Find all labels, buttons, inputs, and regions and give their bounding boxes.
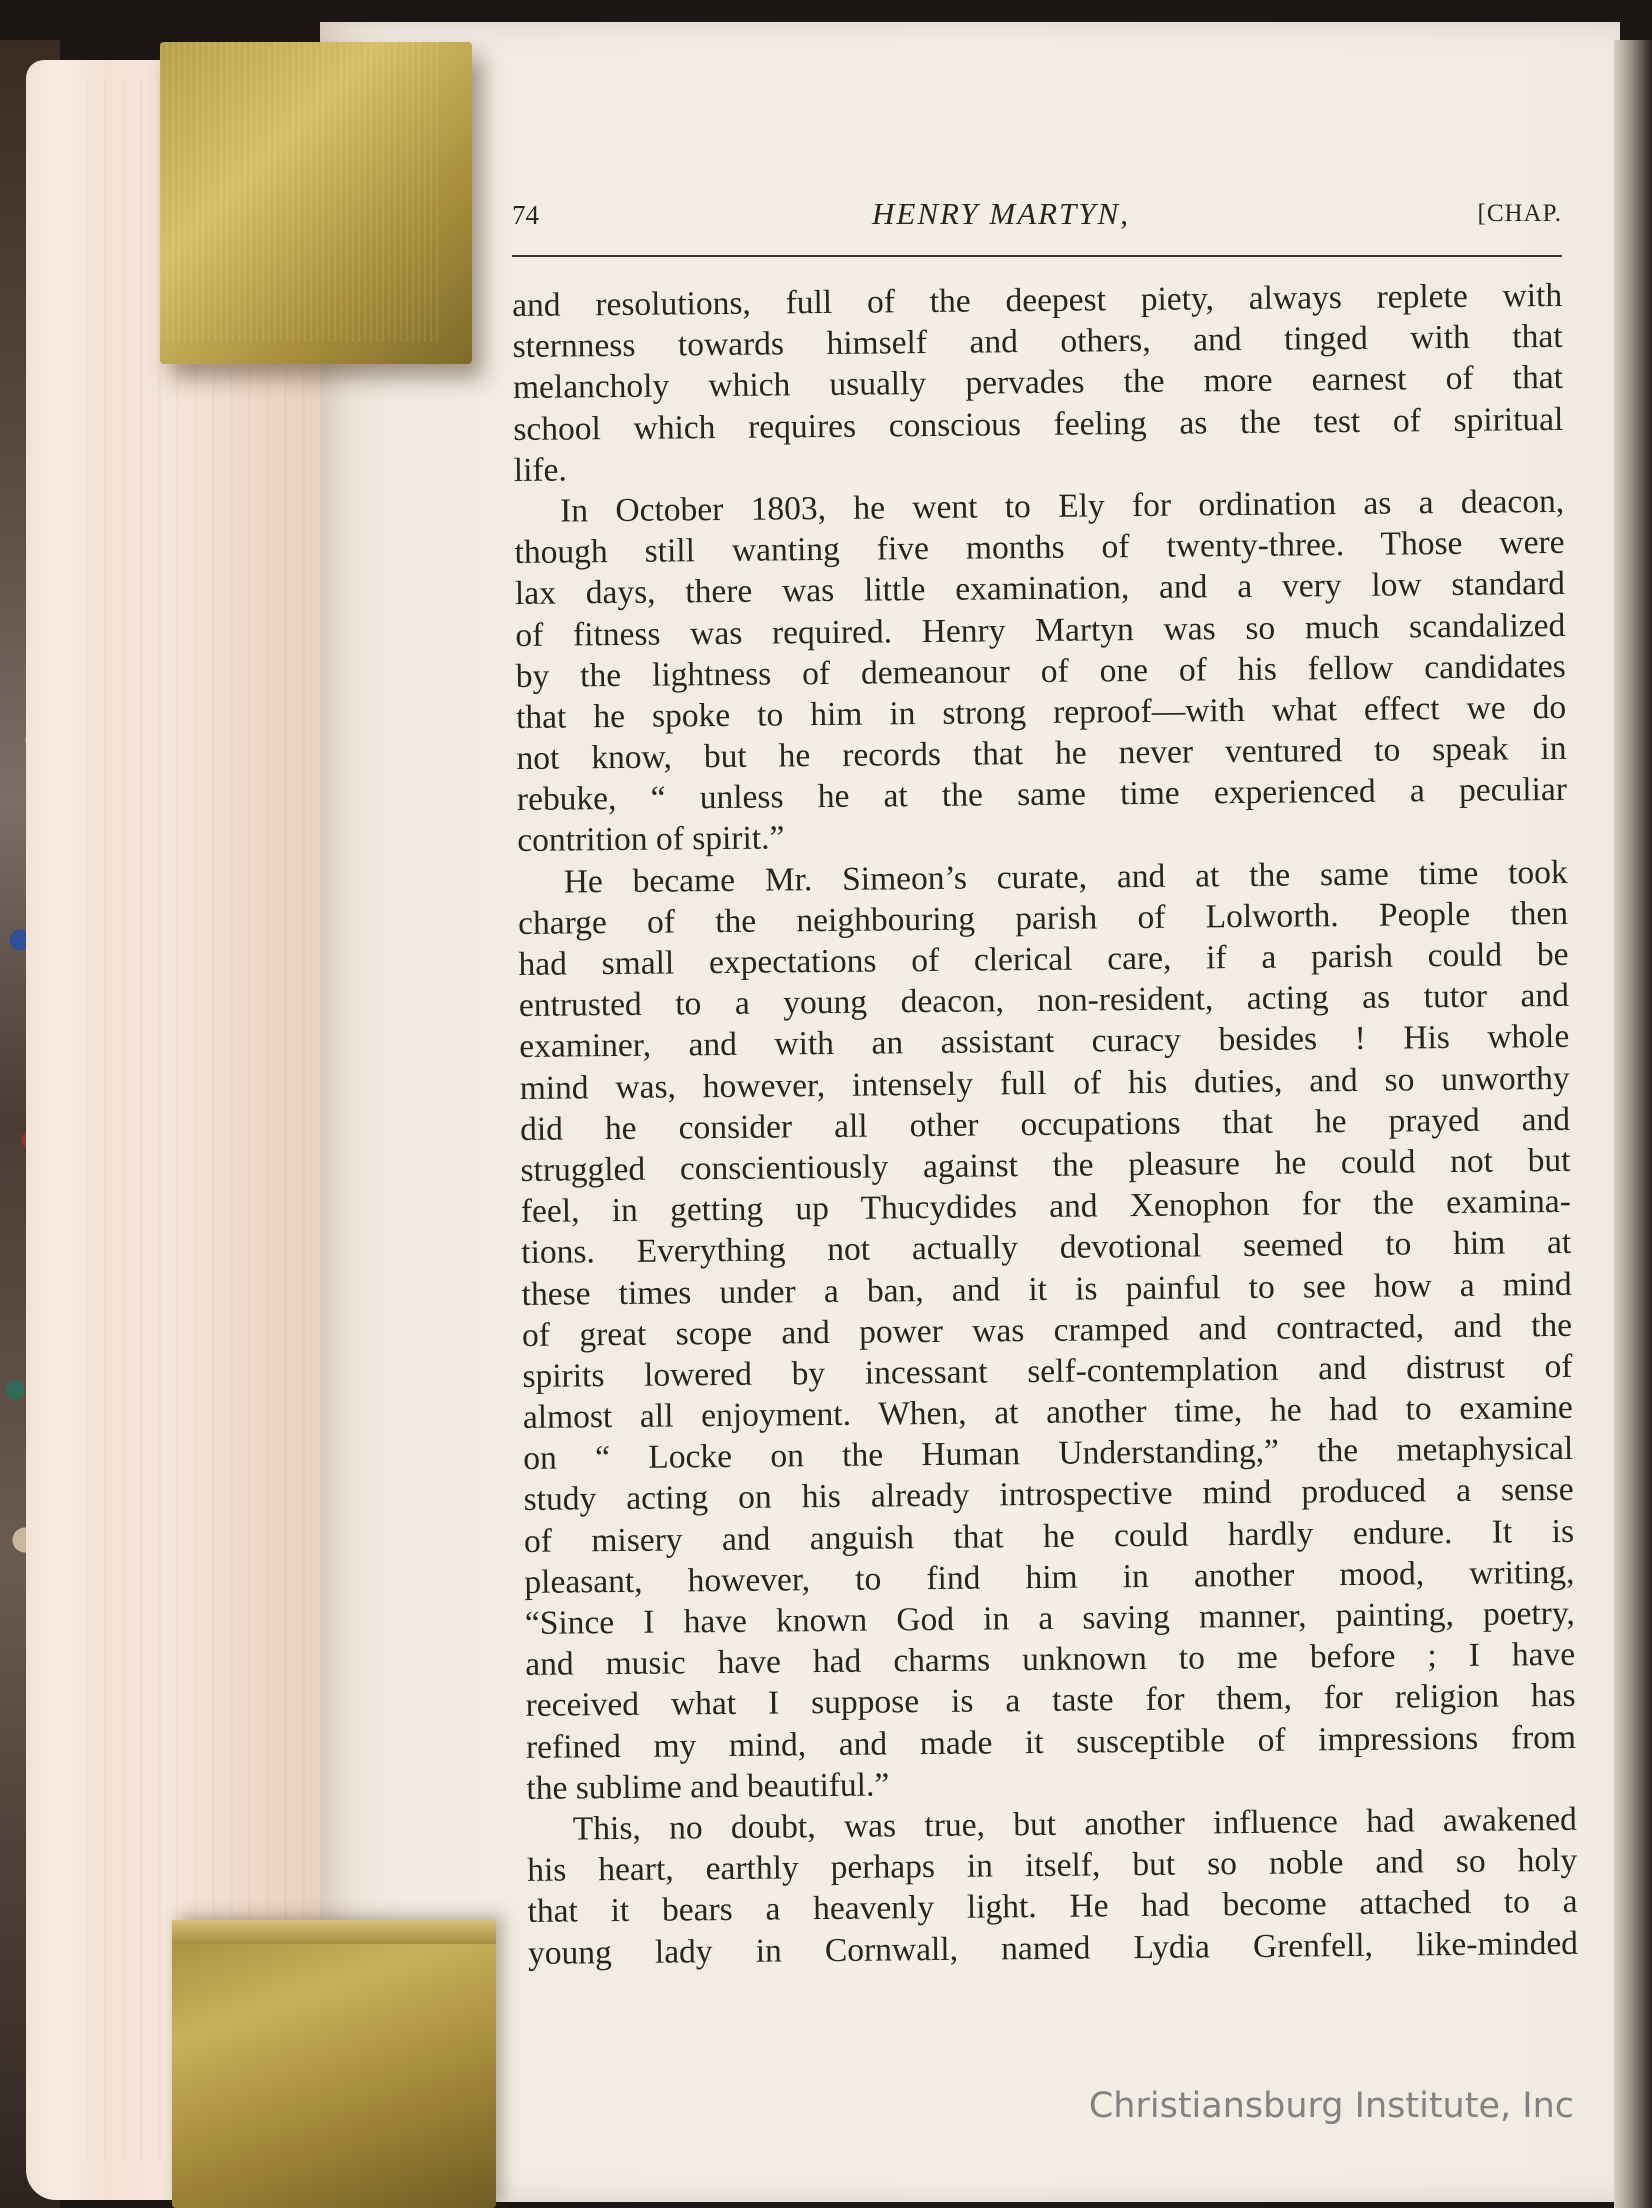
page-stack-edge (26, 60, 346, 2200)
text-line: these times under a ban, and it is painful to see how a mind (521, 1265, 1572, 1313)
text-line: that it bears a heavenly light. He had become attached to a (527, 1883, 1578, 1931)
text-line: and music have had charms unknown to me before ; I have (525, 1636, 1576, 1684)
text-line: tions. Everything not actually devotional seemed to him at (521, 1224, 1572, 1272)
text-line: pleasant, however, to find him in another mood, writing, (524, 1553, 1575, 1601)
text-line: though still wanting five months of twenty-three. Those were (514, 524, 1565, 572)
text-line: spirits lowered by incessant self-contemplation and distrust of (522, 1347, 1573, 1395)
text-line: study acting on his already introspective mind produced a sense (523, 1471, 1574, 1519)
text-line: of great scope and power was cramped and contracted, and the (521, 1306, 1573, 1354)
header-rule (512, 255, 1562, 257)
text-line: by the lightness of demeanour of one of his fellow candidates (515, 647, 1566, 695)
text-line: melancholy which usually pervades the more earnest of that (512, 359, 1564, 407)
text-line: examiner, and with an assistant curacy besides ! His whole (519, 1018, 1570, 1066)
text-line: life. (513, 451, 567, 489)
text-line: on “ Locke on the Human Understanding,” the metaphysical (523, 1430, 1574, 1478)
text-line: the sublime and beautiful.” (526, 1766, 890, 1807)
text-line: school which requires conscious feeling as the test of spiritual (513, 400, 1564, 448)
text-line: received what I suppose is a taste for them, for religion has (525, 1677, 1576, 1725)
text-line: refined my mind, and made it susceptible of impressions from (525, 1718, 1577, 1766)
text-line: mind was, however, intensely full of his duties, and so unworthy (519, 1059, 1570, 1107)
text-line: struggled conscientiously against the pleasure he could not but (520, 1141, 1571, 1189)
text-line: sternness towards himself and others, and tinged with that (512, 318, 1563, 366)
running-title: HENRY MARTYN, (872, 196, 1130, 231)
page-right-edge (1614, 40, 1652, 2208)
text-line: contrition of spirit.” (517, 819, 785, 860)
text-line: and resolutions, full of the deepest piety, always replete with (512, 276, 1563, 324)
brass-page-clip-top (160, 42, 472, 364)
text-line: not know, but he records that he never ventured to speak in (516, 729, 1567, 778)
text-line: that he spoke to him in strong reproof—with what effect we do (515, 688, 1567, 736)
running-header (512, 196, 1562, 240)
text-line: almost all enjoyment. When, at another time, he had to examine (522, 1388, 1574, 1437)
brass-page-clip-bottom (172, 1920, 496, 2208)
text-line: did he consider all other occupations that he prayed and (519, 1100, 1571, 1148)
chapter-label: [CHAP. (1477, 200, 1562, 227)
text-line: feel, in getting up Thucydides and Xenophon for the examina- (520, 1183, 1572, 1231)
watermark: Christiansburg Institute, Inc (1088, 2086, 1574, 2126)
text-line: had small expectations of clerical care, if a parish could be (518, 935, 1569, 983)
text-line: young lady in Cornwall, named Lydia Grenfell, like-minded (527, 1924, 1579, 1972)
text-line: of fitness was required. Henry Martyn was so much scandalized (515, 606, 1566, 654)
page-number: 74 (512, 200, 539, 230)
text-line: his heart, earthly perhaps in itself, but so noble and so holy (527, 1841, 1578, 1890)
text-line: “Since I have known God in a saving manner, painting, poetry, (524, 1594, 1575, 1642)
text-line: He became Mr. Simeon’s curate, and at the same time took (563, 853, 1568, 901)
text-line: lax days, there was little examination, and a very low standard (514, 565, 1566, 613)
text-line: entrusted to a young deacon, non-resident, acting as tutor and (518, 977, 1570, 1025)
body-text (512, 275, 1578, 1974)
text-line: In October 1803, he went to Ely for ordination as a deacon, (559, 482, 1565, 530)
text-line: rebuke, “ unless he at the same time experienced a peculiar (516, 771, 1568, 819)
text-line: of misery and anguish that he could hardly endure. It is (523, 1512, 1575, 1560)
text-line: This, no doubt, was true, but another influence had awakened (572, 1800, 1577, 1848)
text-line: charge of the neighbouring parish of Lolworth. People then (517, 894, 1569, 942)
